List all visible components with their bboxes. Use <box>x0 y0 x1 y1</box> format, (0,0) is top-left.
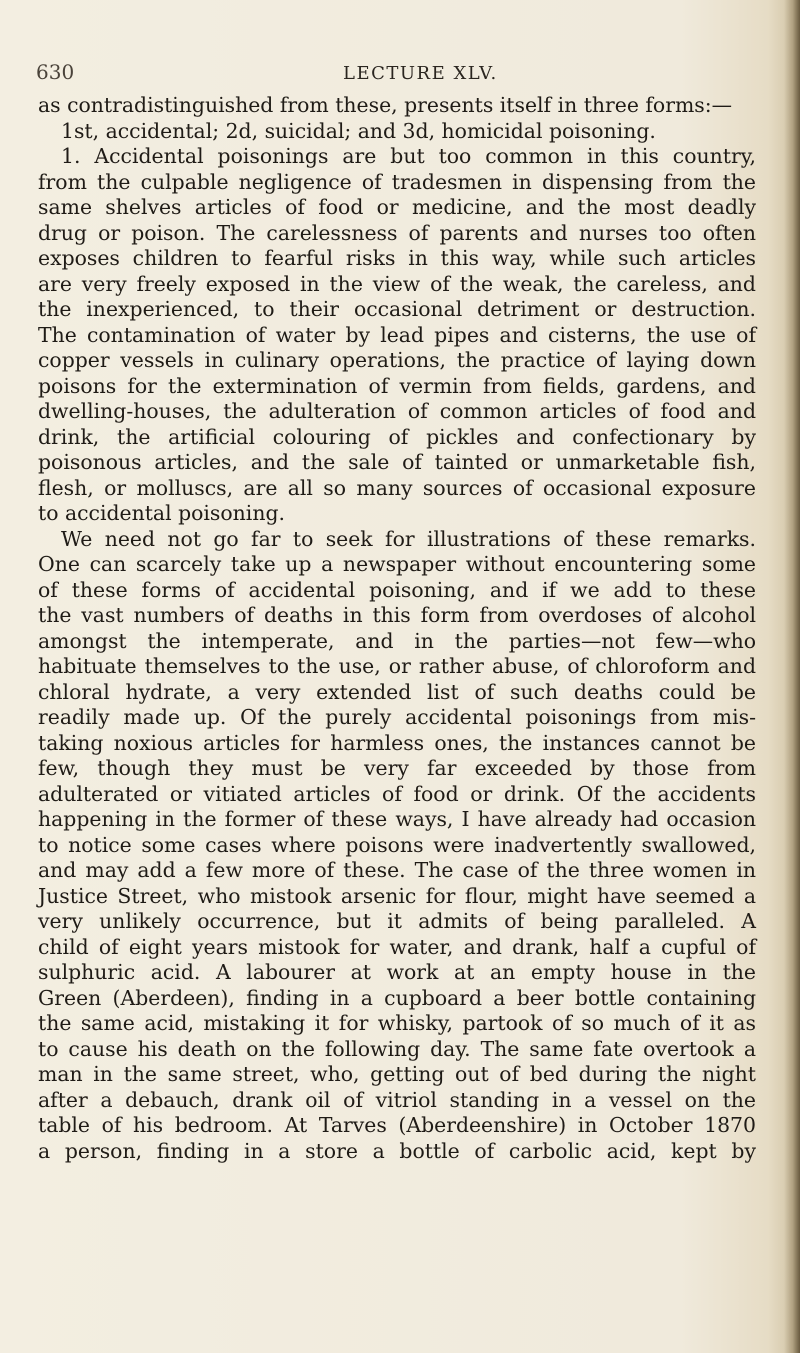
text-line: Green (Aberdeen), finding in a cupboard a beer bottle containing <box>38 985 756 1010</box>
text-line: poisons for the extermination of vermin from fields, gardens, and <box>38 373 756 398</box>
text-line: happening in the former of these ways, I have already had occasion <box>38 807 756 831</box>
running-head: LECTURE XLV. <box>343 63 498 84</box>
text-line: chloral hydrate, a very extended list of such deaths could be <box>38 679 756 704</box>
text-line: man in the same street, who, getting out of bed during the night <box>38 1062 756 1086</box>
text-line: poisonous articles, and the sale of tainted or unmarketable fish, <box>38 450 756 474</box>
page-number: 630 <box>36 60 75 84</box>
text-line: copper vessels in culinary operations, the practice of laying down <box>38 348 756 372</box>
text-line: amongst the intemperate, and in the parties—not few—who <box>38 628 756 653</box>
text-line: a person, finding in a store a bottle of carbolic acid, kept by <box>38 1138 756 1163</box>
text-line: as contradistinguished from these, presents itself in three forms:— <box>38 93 733 117</box>
body-text <box>38 93 756 1164</box>
text-line: child of eight years mistook for water, and drank, half a cupful of <box>38 934 756 959</box>
text-line: drug or poison. The carelessness of parents and nurses too often <box>38 220 756 245</box>
text-line: flesh, or molluscs, are all so many sources of occasional exposure <box>38 475 756 500</box>
text-line: to cause his death on the following day. The same fate overtook a <box>38 1036 756 1061</box>
text-line: the vast numbers of deaths in this form from overdoses of alcohol <box>38 603 756 627</box>
text-line: after a debauch, drank oil of vitriol standing in a vessel on the <box>38 1087 756 1112</box>
text-line: same shelves articles of food or medicine, and the most deadly <box>38 195 756 219</box>
text-line: habituate themselves to the use, or rather abuse, of chloroform and <box>38 654 756 678</box>
text-line: 1st, accidental; 2d, suicidal; and 3d, homicidal poisoning. <box>61 118 656 143</box>
text-line: exposes children to fearful risks in this way, while such articles <box>38 246 756 270</box>
text-line: One can scarcely take up a newspaper without encountering some <box>38 552 756 576</box>
text-line: from the culpable negligence of tradesmen in dispensing from the <box>38 169 756 194</box>
text-line: few, though they must be very far exceeded by those from <box>38 756 756 780</box>
text-line: drink, the artificial colouring of pickles and confectionary by <box>38 424 756 449</box>
text-line: taking noxious articles for harmless ones, the instances cannot be <box>38 730 756 755</box>
text-line: readily made up. Of the purely accidental poisonings from mis- <box>38 705 756 729</box>
text-line: of these forms of accidental poisoning, and if we add to these <box>38 577 756 602</box>
text-line: very unlikely occurrence, but it admits of being paralleled. A <box>38 909 756 933</box>
text-line: The contamination of water by lead pipes and cisterns, the use of <box>38 322 756 347</box>
text-line: to notice some cases where poisons were inadvertently swallowed, <box>38 832 756 857</box>
text-line: Justice Street, who mistook arsenic for flour, might have seemed a <box>38 883 756 908</box>
text-line: are very freely exposed in the view of the weak, the careless, and <box>38 271 756 296</box>
text-line: the same acid, mistaking it for whisky, partook of so much of it as <box>38 1011 756 1035</box>
text-line: sulphuric acid. A labourer at work at an empty house in the <box>38 960 756 984</box>
page-edge-shadow <box>784 0 800 1353</box>
text-line: and may add a few more of these. The case of the three women in <box>38 858 756 882</box>
text-line: adulterated or vitiated articles of food or drink. Of the accidents <box>38 781 756 806</box>
text-line: table of his bedroom. At Tarves (Aberdeenshire) in October 1870 <box>38 1113 756 1137</box>
paragraph-end-line: to accidental poisoning. <box>38 501 285 525</box>
text-line: dwelling-houses, the adulteration of common articles of food and <box>38 399 756 423</box>
text-line: the inexperienced, to their occasional detriment or destruction. <box>38 297 756 321</box>
paragraph-start-line: 1. Accidental poisonings are but too common in this country, <box>61 144 756 168</box>
paragraph-start-line: We need not go far to seek for illustrations of these remarks. <box>61 526 756 551</box>
